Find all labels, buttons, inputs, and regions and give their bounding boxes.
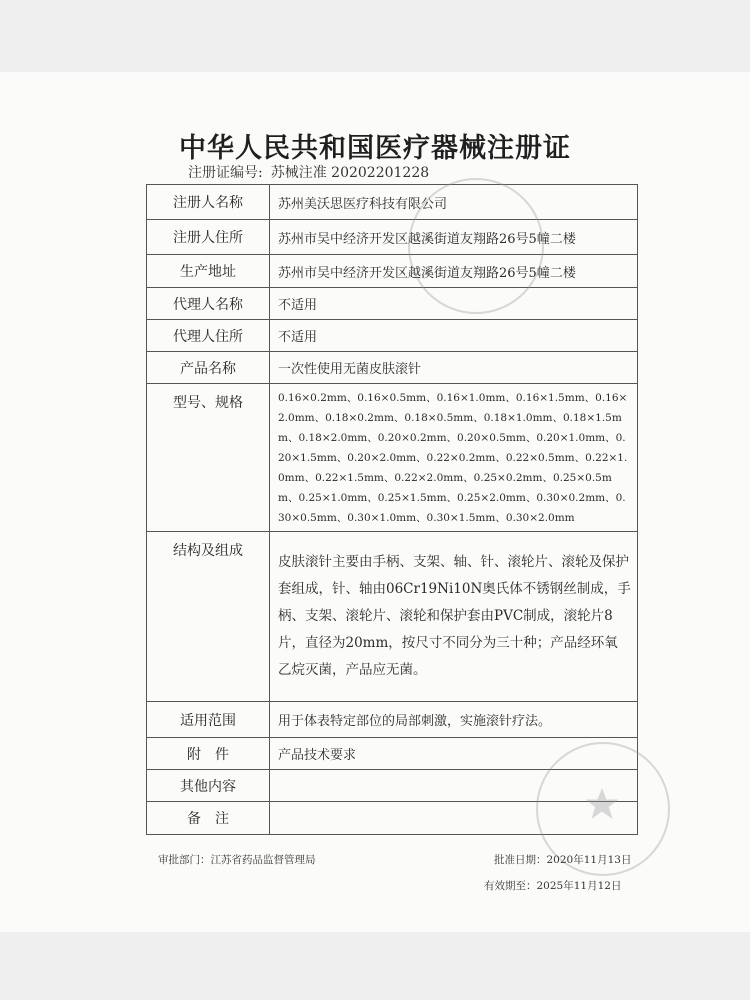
- row-label-other: 其他内容: [147, 770, 270, 802]
- row-value-agent-name: 不适用: [270, 288, 638, 320]
- seal-star-icon: [584, 786, 620, 822]
- table-row: [147, 288, 638, 320]
- certificate-table: [146, 184, 638, 835]
- row-value-agent-address: 不适用: [270, 320, 638, 352]
- row-value-model-spec: 0.16×0.2mm、0.16×0.5mm、0.16×1.0mm、0.16×1.5mm、0.16×2.0mm、0.18×0.2mm、0.18×0.5mm、0.18×1.0mm、0.18×1.5mm、0.18×2.0mm、0.20×0.2mm、0.20×0.5mm、0.20×1.0mm、0.20×1.5mm、0.20×2.0mm、0.22×0.2mm、0.22×0.5mm、0.22×1.0mm、0.22×1.5mm、0.22×2.0mm、0.25×0.2mm、0.25×0.5mm、0.25×1.0mm、0.25×1.5mm、0.25×2.0mm、0.30×0.2mm、0.30×0.5mm、0.30×1.0mm、0.30×1.5mm、0.30×2.0mm: [270, 384, 638, 532]
- table-row: [147, 320, 638, 352]
- row-value-structure: 皮肤滚针主要由手柄、支架、轴、针、滚轮片、滚轮及保护套组成，针、轴由06Cr19Ni10N奥氏体不锈钢丝制成，手柄、支架、滚轮片、滚轮和保护套由PVC制成，滚轮片8片，直径为20mm，按尺寸不同分为三十种；产品经环氧乙烷灭菌，产品应无菌。: [270, 532, 638, 702]
- table-row: [147, 255, 638, 288]
- row-value-production-address: 苏州市吴中经济开发区越溪街道友翔路26号5幢二楼: [270, 255, 638, 288]
- row-label-registrant-name: 注册人名称: [147, 185, 270, 220]
- row-label-agent-address: 代理人住所: [147, 320, 270, 352]
- company-seal: [408, 178, 544, 314]
- row-value-registrant-address: 苏州市吴中经济开发区越溪街道友翔路26号5幢二楼: [270, 220, 638, 255]
- document-title: 中华人民共和国医疗器械注册证: [179, 133, 571, 164]
- row-label-remarks: 备 注: [147, 802, 270, 835]
- row-label-model-spec: 型号、规格: [147, 384, 270, 532]
- table-row: [147, 185, 638, 220]
- valid-until: 有效期至：2025年11月12日: [484, 880, 622, 892]
- row-label-structure: 结构及组成: [147, 532, 270, 702]
- table-row: [147, 702, 638, 738]
- row-label-registrant-address: 注册人住所: [147, 220, 270, 255]
- row-value-attachment: 产品技术要求: [270, 738, 638, 770]
- approval-authority: 审批部门：江苏省药品监督管理局: [158, 854, 316, 866]
- approval-date: 批准日期：2020年11月13日: [494, 854, 632, 866]
- row-label-production-address: 生产地址: [147, 255, 270, 288]
- row-label-agent-name: 代理人名称: [147, 288, 270, 320]
- row-value-scope: 用于体表特定部位的局部刺激，实施滚针疗法。: [270, 702, 638, 738]
- table-row: [147, 352, 638, 384]
- registration-number-value: 苏械注准 20202201228: [270, 165, 430, 181]
- row-label-scope: 适用范围: [147, 702, 270, 738]
- table-row: [147, 220, 638, 255]
- row-value-product-name: 一次性使用无菌皮肤滚针: [270, 352, 638, 384]
- row-value-registrant-name: 苏州美沃思医疗科技有限公司: [270, 185, 638, 220]
- table-row: [147, 384, 638, 532]
- registration-number-line: [188, 162, 437, 182]
- table-row: [147, 532, 638, 702]
- row-label-attachment: 附 件: [147, 738, 270, 770]
- registration-number-label: 注册证编号:: [188, 165, 263, 181]
- row-label-product-name: 产品名称: [147, 352, 270, 384]
